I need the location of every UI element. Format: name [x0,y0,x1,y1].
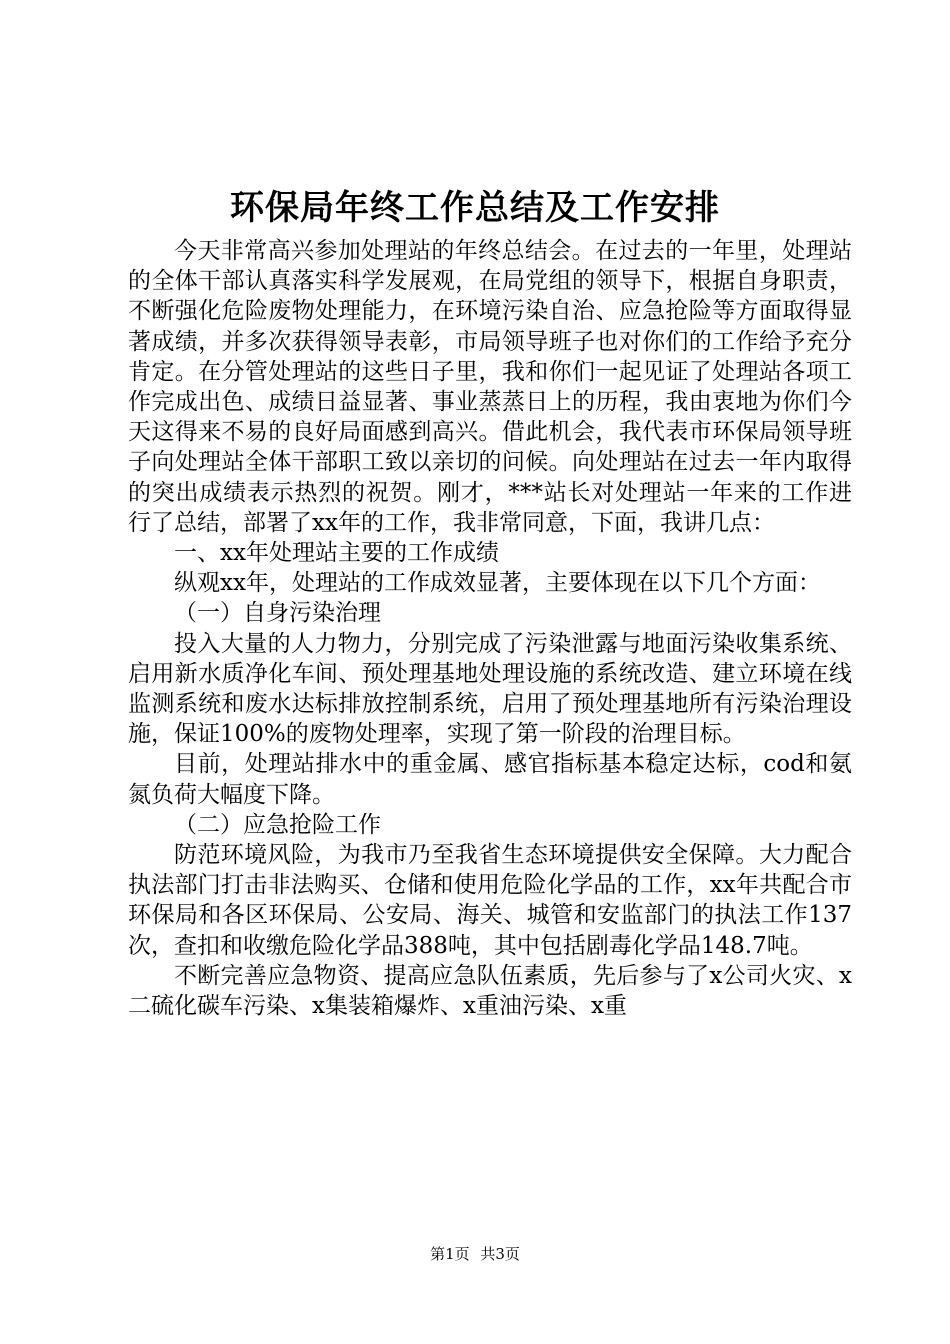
paragraph-current-status: 目前，处理站排水中的重金属、感官指标基本稳定达标，cod和氨氮负荷大幅度下降。 [128,751,852,808]
subsection-heading-1: （一）自身污染治理 [174,600,381,627]
paragraph-pollution-control: 投入大量的人力物力，分别完成了污染泄露与地面污染收集系统、启用新水质净化车间、预处理基地处理设施的系统改造、建立环境在线监测系统和废水达标排放控制系统，启用了预处理基地所有污染治理设施，保证100%的废物处理率，实现了第一阶段的治理目标。 [128,630,852,748]
document-body [128,236,852,1021]
document-title: 环保局年终工作总结及工作安排 [230,188,720,228]
paragraph-emergency-supplies: 不断完善应急物资、提高应急队伍素质，先后参与了x公司火灾、x二硫化碳车污染、x集装箱爆炸、x重油污染、x重 [128,962,852,1020]
page-footer [0,1244,950,1264]
paragraph-intro: 今天非常高兴参加处理站的年终总结会。在过去的一年里，处理站的全体干部认真落实科学发展观，在局党组的领导下，根据自身职责，不断强化危险废物处理能力，在环境污染自治、应急抢险等方面取得显著成绩，并多次获得领导表彰，市局领导班子也对你们的工作给予充分肯定。在分管处理站的这些日子里，我和你们一起见证了处理站各项工作完成出色、成绩日益显著、事业蒸蒸日上的历程，我由衷地为你们今天这得来不易的良好局面感到高兴。借此机会，我代表市环保局领导班子向处理站全体干部职工致以亲切的问候。向处理站在过去一年内取得的突出成绩表示热烈的祝贺。刚才，***站长对处理站一年来的工作进行了总结，部署了xx年的工作，我非常同意，下面，我讲几点： [128,238,852,536]
paragraph-overview: 纵观xx年，处理站的工作成效显著，主要体现在以下几个方面： [174,570,821,597]
page-number-total: 共3页 [480,1245,520,1263]
section-heading-1: 一、xx年处理站主要的工作成绩 [174,540,499,567]
paragraph-emergency-work: 防范环境风险，为我市乃至我省生态环境提供安全保障。大力配合执法部门打击非法购买、仓储和使用危险化学品的工作，xx年共配合市环保局和各区环保局、公安局、海关、城管和安监部门的执法工作137次，查扣和收缴危险化学品388吨，其中包括剧毒化学品148.7吨。 [128,842,852,959]
subsection-heading-2: （二）应急抢险工作 [174,811,381,838]
page-number-current: 第1页 [430,1245,470,1263]
